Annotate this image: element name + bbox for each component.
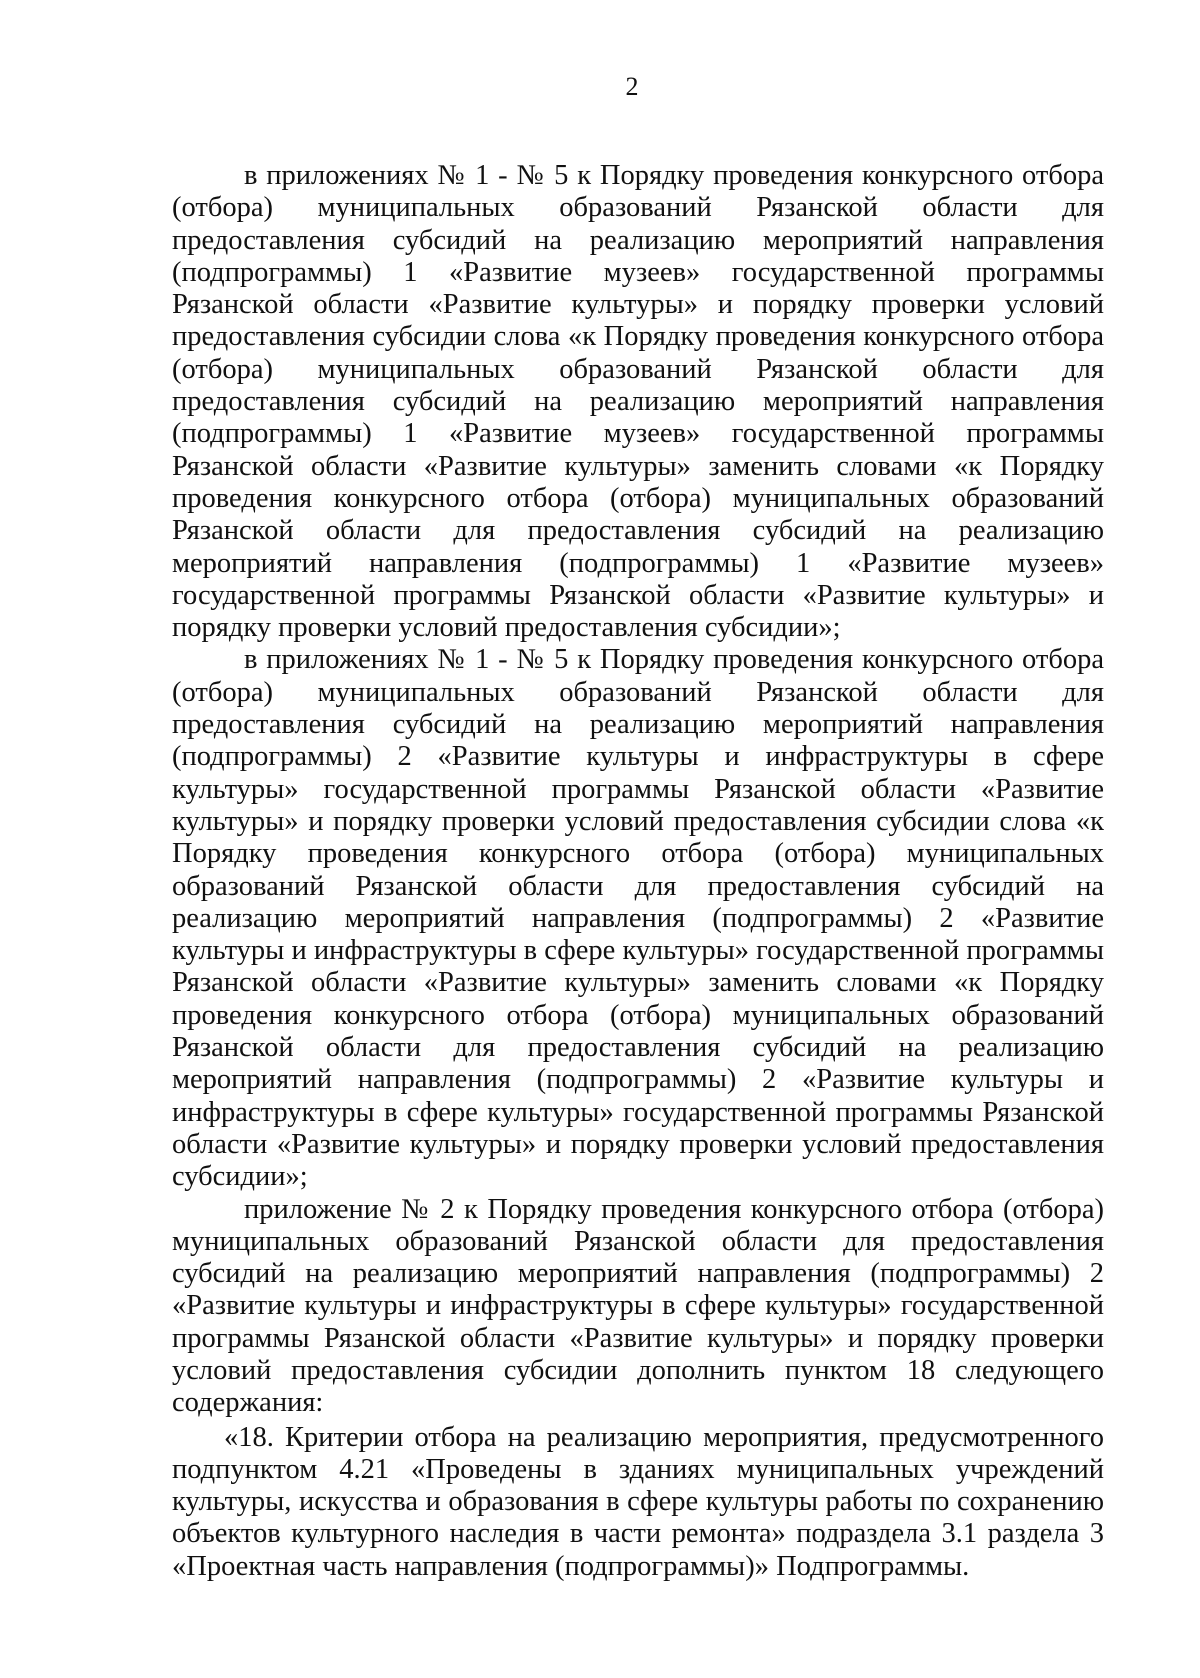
paragraph-appendix-2-supplement: приложение № 2 к Порядку проведения конкурсного отбора (отбора) муниципальных образований Рязанской области для предоставления субсидий на реализацию мероприятий направления (подпрограммы) 2 «Развитие культуры и инфраструктуры в сфере культуры» государственной программы Рязанской области «Развитие культуры» и порядку проверки условий предоставления субсидии дополнить пунктом 18 следующего содержания: bbox=[172, 1193, 1104, 1419]
document-body bbox=[172, 160, 1104, 1583]
paragraph-item-18-criteria: «18. Критерии отбора на реализацию мероприятия, предусмотренного подпунктом 4.21 «Проведены в зданиях муниципальных учреждений культуры, искусства и образования в сфере культуры работы по сохранению объектов культурного наследия в части ремонта» подраздела 3.1 раздела 3 «Проектная часть направления (подпрограммы)» Подпрограммы. bbox=[172, 1421, 1104, 1582]
paragraph-amendment-museums: в приложениях № 1 - № 5 к Порядку проведения конкурсного отбора (отбора) муниципальных образований Рязанской области для предоставления субсидий на реализацию мероприятий направления (подпрограммы) 1 «Развитие музеев» государственной программы Рязанской области «Развитие культуры» и порядку проверки условий предоставления субсидии слова «к Порядку проведения конкурсного отбора (отбора) муниципальных образований Рязанской области для предоставления субсидий на реализацию мероприятий направления (подпрограммы) 1 «Развитие музеев» государственной программы Рязанской области «Развитие культуры» заменить словами «к Порядку проведения конкурсного отбора (отбора) муниципальных образований Рязанской области для предоставления субсидий на реализацию мероприятий направления (подпрограммы) 1 «Развитие музеев» государственной программы Рязанской области «Развитие культуры» и порядку проверки условий предоставления субсидии»; bbox=[172, 160, 1104, 644]
paragraph-amendment-culture-infrastructure: в приложениях № 1 - № 5 к Порядку проведения конкурсного отбора (отбора) муниципальных образований Рязанской области для предоставления субсидий на реализацию мероприятий направления (подпрограммы) 2 «Развитие культуры и инфраструктуры в сфере культуры» государственной программы Рязанской области «Развитие культуры» и порядку проверки условий предоставления субсидии слова «к Порядку проведения конкурсного отбора (отбора) муниципальных образований Рязанской области для предоставления субсидий на реализацию мероприятий направления (подпрограммы) 2 «Развитие культуры и инфраструктуры в сфере культуры» государственной программы Рязанской области «Развитие культуры» заменить словами «к Порядку проведения конкурсного отбора (отбора) муниципальных образований Рязанской области для предоставления субсидий на реализацию мероприятий направления (подпрограммы) 2 «Развитие культуры и инфраструктуры в сфере культуры» государственной программы Рязанской области «Развитие культуры» и порядку проверки условий предоставления субсидии»; bbox=[172, 644, 1104, 1193]
page-number: 2 bbox=[625, 72, 639, 101]
